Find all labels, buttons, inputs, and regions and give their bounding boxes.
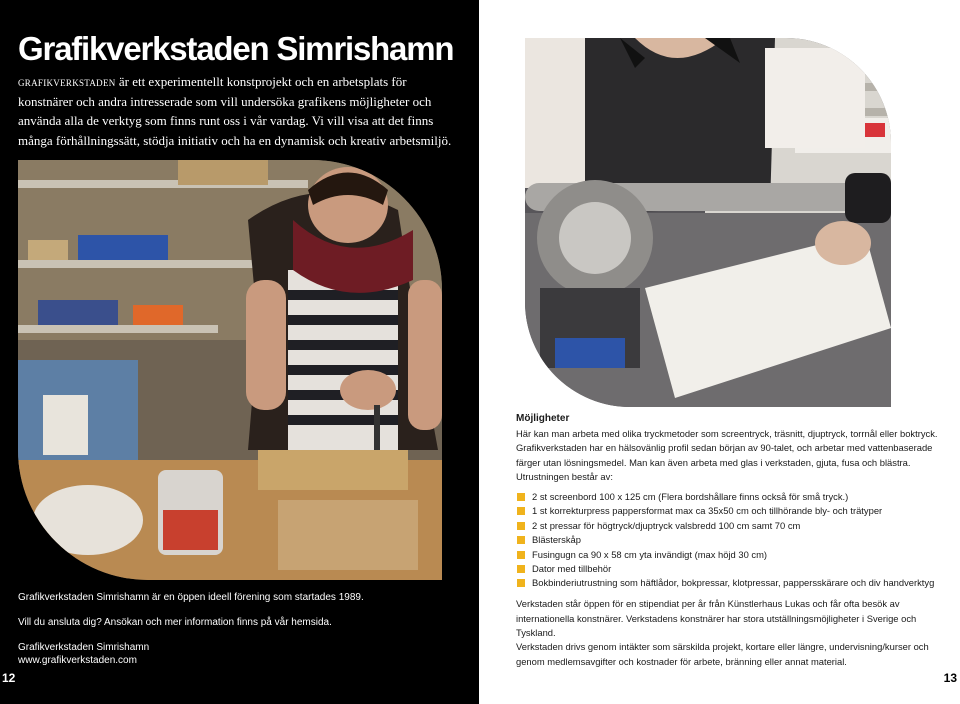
right-page [479,0,960,704]
list-item [516,576,941,590]
opportunities-section [516,412,941,485]
list-item [516,562,941,576]
intro-text: är ett experimentellt konstprojekt och en arbetsplats för konstnärer och andra intresserade som vill undersöka grafikens möjligheter och använda alla de verktyg som finns runt oss i vår vardag. Vi vill visa att det finns många förhållningssätt, stödja initiativ och ha en dynamisk och kreativ arbetsmiljö. [18,74,452,148]
intro-lead: grafikverkstaden [18,74,116,89]
page-number-right: 13 [943,671,957,685]
list-item-text: Bokbinderiutrustning som häftlådor, bokpressar, klotpressar, pappersskärare och div handverktyg [532,577,935,589]
bullet-square-icon [517,579,525,587]
photo-workshop-carving [18,160,442,580]
list-item-text: 1 st korrekturpress pappersformat max ca 35x50 cm och tillhörande bly- och trätyper [532,505,883,517]
list-item [516,519,941,533]
photo-press-operator [525,38,891,407]
funding-paragraph: Verkstaden drivs genom intäkter som särskilda projekt, kortare eller längre, undervisning/kurser och genom medlemsavgifter och kostnader för arbete, bränning eller annat material. [516,641,929,667]
list-item [516,548,941,562]
list-item-text: Fusingugn ca 90 x 58 cm yta invändigt (max höjd 30 cm) [532,548,768,560]
section-heading: Möjligheter [516,413,570,424]
list-item-text: 2 st screenbord 100 x 125 cm (Flera bordshållare finns också för små tryck.) [532,491,849,502]
equipment-intro: Utrustningen består av: [516,471,613,482]
stipend-paragraph: Verkstaden står öppen för en stipendiat per år från Künstlerhaus Lukas och får ofta besök av internationella konstnärer. Verkstadens konstnärer har stora utställningsmöjligheter i Sverige och Tyskland. [516,598,917,638]
bullet-square-icon [517,507,525,515]
page-number-left: 12 [2,671,16,685]
equipment-list [516,490,941,591]
bullet-square-icon [517,536,525,544]
page-title: Grafikverkstaden Simrishamn [18,30,454,67]
list-item-text: 2 st pressar för högtryck/djuptryck valsbredd 100 cm samt 70 cm [532,519,801,531]
methods-paragraph: Här kan man arbeta med olika tryckmetoder som screentryck, träsnitt, djuptryck, torrnål eller boktryck. [516,427,938,439]
list-item [516,533,941,547]
health-paragraph: Grafikverkstaden har en hälsovänlig profil sedan början av 90-talet, och arbetar med vattenbaserade färger utan lösningsmedel. Man kan även arbeta med glas i verkstaden, gjuta, fusa och blästra. [516,442,933,468]
list-item [516,504,941,518]
website-link[interactable]: www.grafikverkstaden.com [18,655,137,666]
list-item [516,490,941,504]
bullet-square-icon [517,493,525,501]
org-name: Grafikverkstaden Simrishamn [18,642,150,653]
left-page [0,0,479,704]
join-info: Vill du ansluta dig? Ansökan och mer information finns på vår hemsida. [18,617,332,628]
list-item-text: Blästerskåp [532,534,581,546]
intro-paragraph [18,72,458,150]
bullet-square-icon [517,522,525,530]
bullet-square-icon [517,565,525,573]
list-item-text: Dator med tillbehör [532,563,612,575]
bullet-square-icon [517,551,525,559]
association-info: Grafikverkstaden Simrishamn är en öppen ideell förening som startades 1989. [18,592,364,603]
